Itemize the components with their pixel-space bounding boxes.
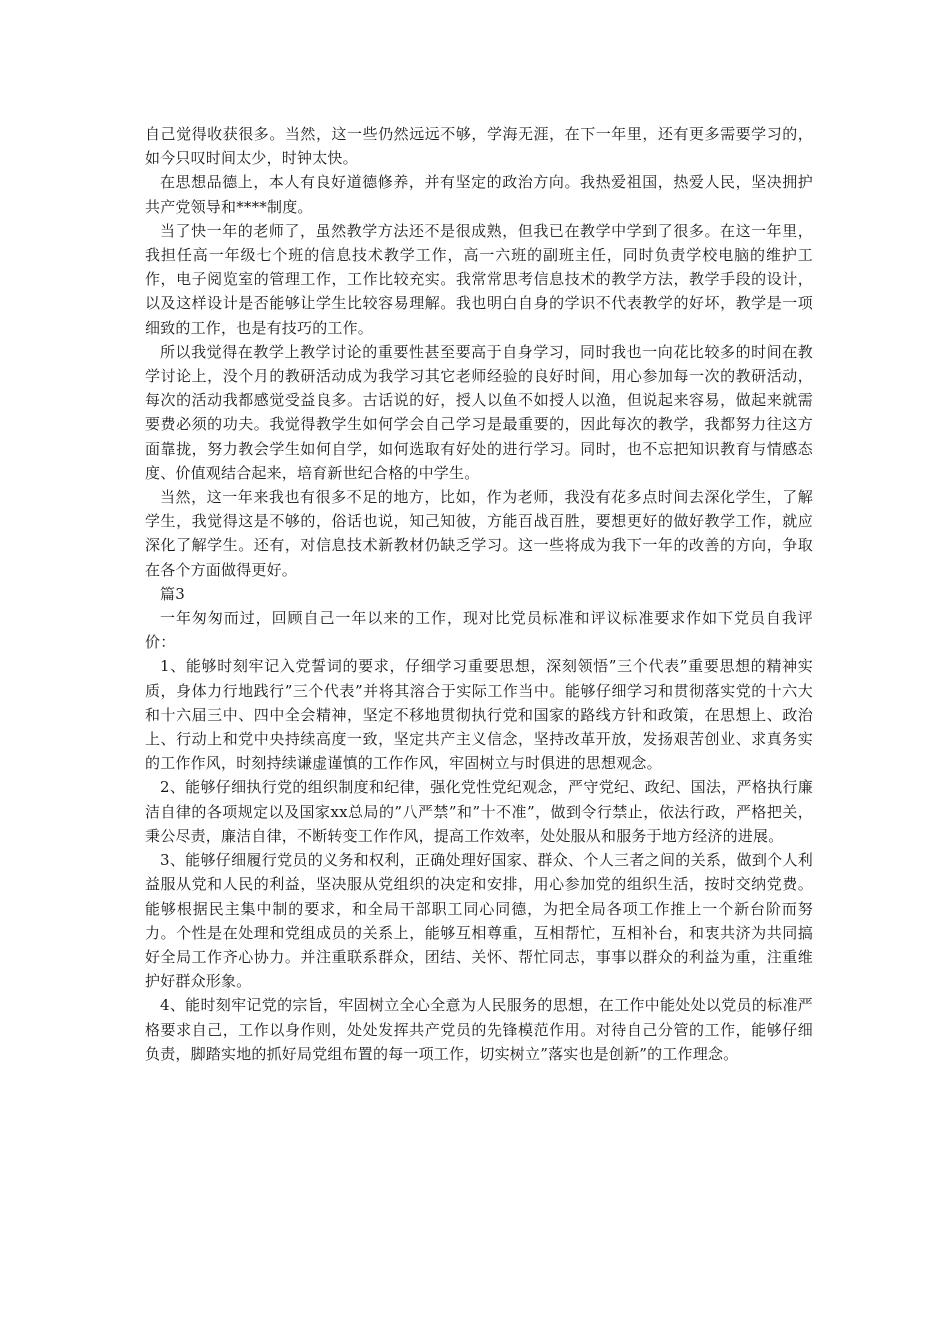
list-item-1: 1、能够时刻牢记入党誓词的要求，仔细学习重要思想，深刻领悟”三个代表”重要思想的精神实质，身体力行地践行”三个代表”并将其溶合于实际工作当中。能够仔细学习和贯彻落实党的十六大和十六届三中、四中全会精神，坚定不移地贯彻执行党和国家的路线方针和政策，在思想上、政治上、行动上和党中央持续高度一致，坚定共产主义信念，坚持改革开放，发扬艰苦创业、求真务实的工作作风，时刻持续谦虚谨慎的工作作风，牢固树立与时俱进的思想观念。 [145,657,813,773]
paragraph-teaching-research: 所以我觉得在教学上教学讨论的重要性甚至要高于自身学习，同时我也一向花比较多的时间在教学讨论上，没个月的教研活动成为我学习其它老师经验的良好时间，用心参加每一次的教研活动，每次的活动我都感觉受益良多。古话说的好，授人以鱼不如授人以渔，但说起来容易，做起来就需要费必须的功夫。我觉得教学生如何学会自己学习是最重要的，因此每次的教学，我都努力往这方面靠拢，努力教会学生如何自学，如何选取有好处的进行学习。同时，也不忘把知识教育与情感态度、价值观结合起来，培育新世纪合格的中学生。 [145,342,813,482]
paragraph-teaching-work: 当了快一年的老师了，虽然教学方法还不是很成熟，但我已在教学中学到了很多。在这一年里，我担任高一年级七个班的信息技术教学工作，高一六班的副班主任，同时负责学校电脑的维护工作，电子阅览室的管理工作，工作比较充实。我常常思考信息技术的教学方法，教学手段的设计，以及这样设计是否能够让学生比较容易理解。我也明白自身的学识不代表教学的好坏，教学是一项细致的工作，也是有技巧的工作。 [145,221,813,337]
document-body [145,122,813,1066]
paragraph-shortcomings: 当然，这一年来我也有很多不足的地方，比如，作为老师，我没有花多点时间去深化学生，了解学生，我觉得这是不够的，俗话也说，知己知彼，方能百战百胜，要想更好的做好教学工作，就应深化了解学生。还有，对信息技术新教材仍缺乏学习。这一些将成为我下一年的改善的方向，争取在各个方面做得更好。 [145,488,813,579]
paragraph-continuation: 自己觉得收获很多。当然，这一些仍然远远不够，学海无涯，在下一年里，还有更多需要学习的，如今只叹时间太少，时钟太快。 [145,125,813,168]
paragraph-intro: 一年匆匆而过，回顾自己一年以来的工作，现对比党员标准和评议标准要求作如下党员自我评价： [145,609,813,652]
list-item-2: 2、能够仔细执行党的组织制度和纪律，强化党性党纪观念，严守党纪、政纪、国法，严格执行廉洁自律的各项规定以及国家xx总局的”八严禁”和”十不准”，做到令行禁止，依法行政，严格把关，秉公尽责，廉洁自律，不断转变工作作风，提高工作效率，处处服从和服务于地方经济的进展。 [145,778,813,845]
paragraph-moral-character: 在思想品德上，本人有良好道德修养，并有坚定的政治方向。我热爱祖国，热爱人民，坚决拥护共产党领导和****制度。 [145,173,813,216]
section-heading: 篇3 [160,584,185,603]
list-item-4: 4、能时刻牢记党的宗旨，牢固树立全心全意为人民服务的思想，在工作中能处处以党员的标准严格要求自己，工作以身作则，处处发挥共产党员的先锋模范作用。对待自己分管的工作，能够仔细负责，脚踏实地的抓好局党组布置的每一项工作，切实树立”落实也是创新”的工作理念。 [145,996,813,1063]
list-item-3: 3、能够仔细履行党员的义务和权利，正确处理好国家、群众、个人三者之间的关系，做到个人利益服从党和人民的利益，坚决服从党组织的决定和安排，用心参加党的组织生活，按时交纳党费。能够根据民主集中制的要求，和全局干部职工同心同德，为把全局各项工作推上一个新台阶而努力。个性是在处理和党组成员的关系上，能够互相尊重，互相帮忙，互相补台，和衷共济为共同搞好全局工作齐心协力。并注重联系群众，团结、关怀、帮忙同志，事事以群众的利益为重，注重维护好群众形象。 [145,851,813,991]
